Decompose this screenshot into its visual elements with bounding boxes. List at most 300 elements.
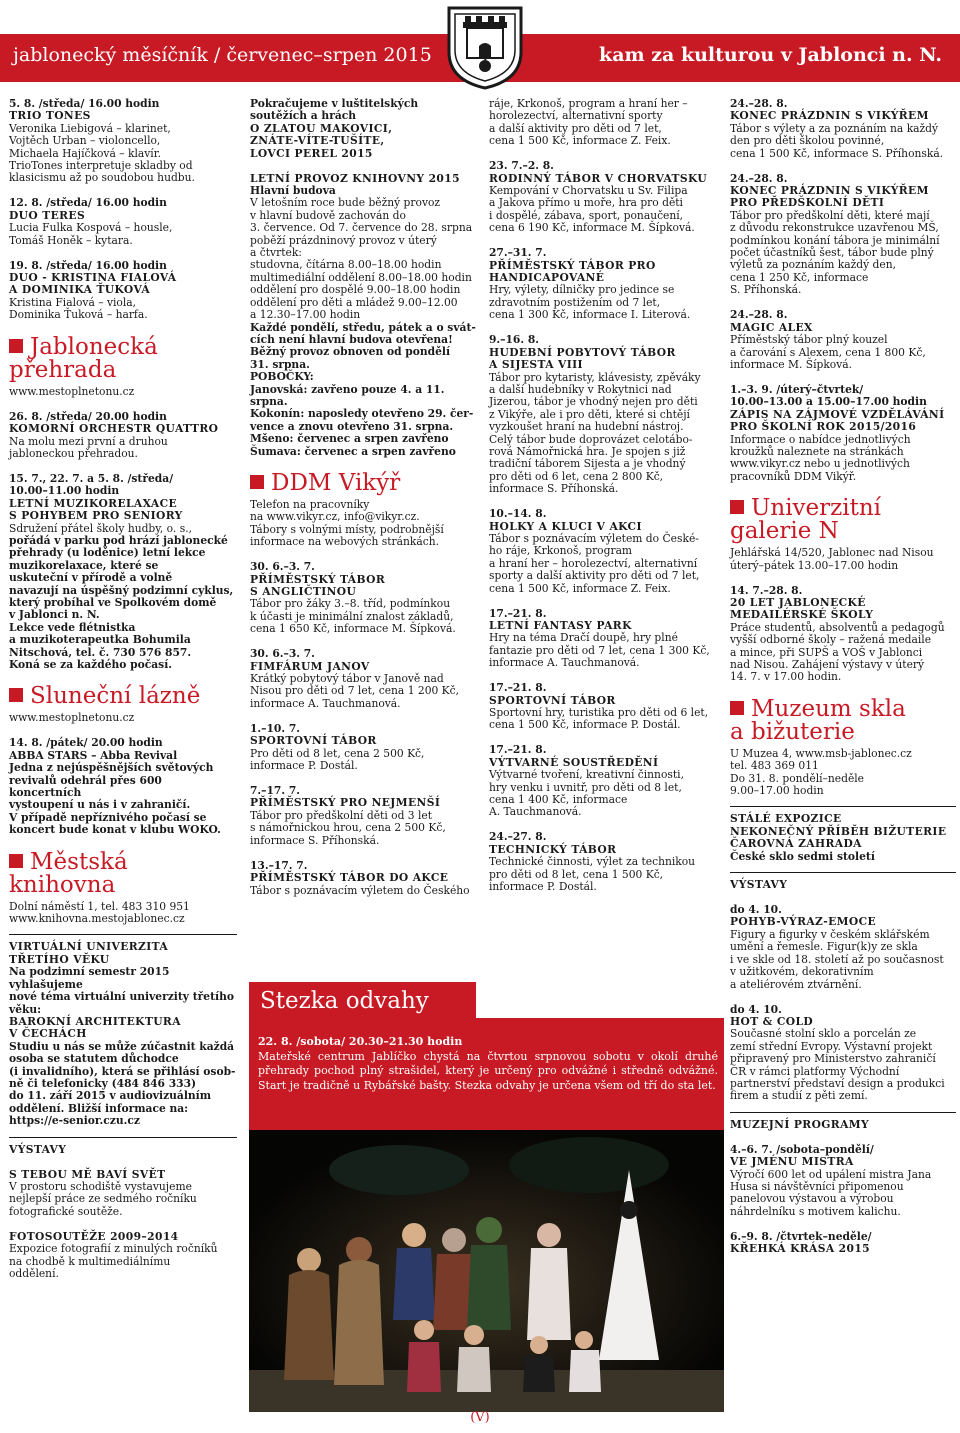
event-time: 10.00–13.00 a 15.00–17.00 hodin: [730, 395, 927, 409]
event-text: informace S. Příhonská.: [250, 833, 380, 847]
event-text: tradiční táborem Sijesta a je vhodný: [489, 457, 686, 471]
event-text: oddělení pro děti a mládež 9.00–12.00: [250, 295, 458, 309]
red-square-icon: [250, 475, 264, 489]
event-text: Nisou pro děti od 7 let, cena 1 200 Kč,: [250, 684, 460, 698]
event-title: PŘÍMĚSTSKÝ TÁBOR DO AKCE: [250, 871, 449, 885]
event-title: ABBA STARS – Abba Revival: [9, 748, 178, 762]
event-text: v hlavní budově zachován do: [250, 208, 406, 222]
event-text: nad Nisou. Zahájení výstavy v úterý: [730, 658, 925, 671]
event-text: Tábor pro kytaristy, klávesisty, zpěváky: [489, 370, 701, 384]
event-hudebni: [489, 334, 717, 495]
event-text: Lekce vede flétnistka: [9, 620, 136, 634]
event-text: Vojtěch Urban – violoncello,: [9, 134, 161, 148]
event-text: přehrady (u loděnice) letní lekce: [9, 546, 206, 560]
event-title: ZÁPIS NA ZÁJMOVÉ VZDĚLÁVÁNÍ: [730, 407, 945, 421]
event-text: S. Příhonská.: [730, 283, 802, 297]
event-title: A DOMINIKA ŤUKOVÁ: [9, 283, 151, 297]
event-text: koncert bude konat v klubu WOKO.: [9, 823, 221, 837]
event-text: Kokonín: naposledy otevřeno 29. čer-: [250, 407, 474, 421]
event-text: cena 1 300 Kč, informace I. Literová.: [489, 308, 691, 322]
event-text: informace A. Tauchmanová.: [489, 656, 640, 670]
event-title: SPORTOVNÍ TÁBOR: [250, 734, 377, 748]
event-title: S POHYBEM PRO SENIORY: [9, 509, 183, 523]
event-do-akce: [250, 860, 480, 897]
event-title: MAGIC ALEX: [730, 320, 813, 334]
subsection-vystavy: VÝSTAVY: [730, 872, 956, 891]
event-text: vystoupení u nás i v zahraničí.: [9, 798, 191, 812]
venue-url: www.mestoplnetonu.cz: [9, 711, 135, 725]
event-text: V případě nepříznivého počasí se: [9, 810, 207, 824]
event-text: soutěžích a hrách: [250, 109, 357, 123]
event-sportovni-2: [489, 682, 717, 732]
event-text: a hraní her – horolezectví, alternativní: [489, 556, 698, 570]
event-text: Dominika Ťuková – harfa.: [9, 308, 148, 322]
event-text: vyšší odborné školy – ražená medaile: [730, 633, 932, 647]
event-text: Každé pondělí, středu, pátek a o svát-: [250, 320, 476, 334]
header-left-title: jablonecký měsíčník / červenec–srpen 2015: [13, 44, 432, 66]
event-text: oddělení. Bližší informace na:: [9, 1101, 189, 1115]
event-title: MEDAILÉRSKÉ ŠKOLY: [730, 608, 874, 622]
event-text: na chodbě k multimediálnímu: [9, 1254, 171, 1268]
event-text: pro děti od 8 let, cena 1 500 Kč,: [489, 867, 664, 881]
event-date: 24.–27. 8.: [489, 830, 547, 844]
event-text: informace S. Příhonská.: [489, 482, 619, 496]
event-medailerske: [730, 585, 956, 684]
red-square-icon: [730, 500, 744, 514]
event-text: sporty a další aktivity pro děti od 7 let,: [489, 569, 700, 583]
event-text: www.vikyr.cz nebo u jednotlivých: [730, 457, 910, 471]
event-text: jabloneckou přehradou.: [9, 446, 138, 460]
section-heading-prehrada: Jablonecká přehrada: [9, 333, 158, 383]
event-title: TRIO TONES: [9, 109, 91, 123]
event-text: 3. července. Od 7. července do 28. srpna: [250, 221, 473, 235]
event-title: TECHNICKÝ TÁBOR: [489, 842, 617, 856]
event-fotosouteze: [9, 1231, 237, 1281]
event-date: 12. 8. /středa/ 16.00 hodin: [9, 196, 167, 210]
event-text: klasicismu až po soudobou hudbu.: [9, 171, 195, 185]
event-duo-teres: [9, 197, 237, 247]
event-title: ČAROVNÁ ZAHRADA: [730, 837, 862, 851]
event-title: LETNÍ MUZIKORELAXACE: [9, 496, 178, 510]
event-s-tebou: [9, 1169, 237, 1219]
event-date: 23. 7.–2. 8.: [489, 159, 554, 173]
event-text: cena 1 500 Kč, informace P. Dostál.: [489, 718, 681, 732]
event-konec-predskolni: [730, 173, 956, 297]
jablonec-crest-icon: [443, 0, 527, 90]
event-title: A SIJESTA VIII: [489, 358, 583, 372]
venue-address: U Muzea 4, www.msb-jablonec.cz: [730, 746, 912, 760]
event-text: výletů za poznáním každý den,: [730, 258, 896, 272]
event-text: Současné stolní sklo a porcelán ze: [730, 1027, 917, 1041]
event-text: do 11. září 2015 v audiovizuálním: [9, 1089, 212, 1103]
event-handicapovane: [489, 247, 717, 321]
event-hot-cold: [730, 1004, 956, 1103]
event-text: Běžný provoz obnoven od pondělí: [250, 345, 451, 359]
event-date: 30. 6.–3. 7.: [250, 647, 315, 661]
event-text: náhrdelníku s motivem kalichu.: [730, 1204, 901, 1218]
event-text: (i invalidního), která se přihlásí osob-: [9, 1064, 236, 1078]
event-title: BAROKNÍ ARCHITEKTURA: [9, 1014, 181, 1028]
event-title: PŘÍMĚSTSKÝ PRO NEJMENŠÍ: [250, 796, 441, 810]
event-title: NEKONEČNÝ PŘÍBĚH BIŽUTERIE: [730, 824, 947, 838]
event-title: TŘETÍHO VĚKU: [9, 952, 110, 966]
header-right-title: kam za kulturou v Jablonci n. N.: [599, 44, 942, 66]
event-ve-jmenu-mistra: [730, 1144, 956, 1218]
event-text: a 12.30–17.00 hodin: [250, 308, 361, 322]
event-date: 1.–3. 9. /úterý–čtvrtek/: [730, 382, 864, 396]
event-text: Na molu mezi první a druhou: [9, 434, 168, 448]
venue-text: Telefon na pracovníky: [250, 497, 370, 511]
event-text: Figury a figurky v českém sklářském: [730, 927, 930, 941]
venue-url: www.mestoplnetonu.cz: [9, 384, 135, 398]
event-title: LOVCI PEREL 2015: [250, 146, 373, 160]
event-text: Husa si návštěvníci připomenou: [730, 1179, 904, 1193]
event-text: revivalů odehrál přes 600 koncertních: [9, 773, 162, 800]
event-text: s námořnickou hrou, cena 2 500 Kč,: [250, 821, 446, 835]
event-title: VIRTUÁLNÍ UNIVERZITA: [9, 940, 169, 954]
event-text: nejlepší práce ze sedmého ročníku: [9, 1192, 197, 1206]
event-title: S TEBOU MĚ BAVÍ SVĚT: [9, 1167, 166, 1181]
event-title: O ZLATOU MAKOVICI,: [250, 121, 393, 135]
event-title: VÝTVARNÉ SOUSTŘEDĚNÍ: [489, 755, 659, 769]
event-text: Tábor pro předškolní děti, které mají: [730, 208, 930, 222]
event-expozice: [730, 806, 956, 863]
event-text: Šumava: červenec a srpen zavřeno: [250, 444, 456, 458]
event-title: KŘEHKÁ KRÁSA 2015: [730, 1242, 871, 1256]
venue-hours: Do 31. 8. pondělí–neděle: [730, 771, 865, 785]
venue-phone: tel. 483 369 011: [730, 759, 819, 773]
event-text: v užitkovém, dekorativním: [730, 965, 874, 979]
event-text: https://e-senior.czu.cz: [9, 1114, 140, 1128]
section-heading-muzeum: Muzeum skla a bižuterie: [730, 695, 906, 745]
event-text: Tábor s výlety a za poznáním na každý: [730, 121, 939, 135]
event-text: Sportovní hry, turistika pro děti od 6 let,: [489, 706, 709, 720]
event-title: HOLKY A KLUCI V AKCI: [489, 519, 642, 533]
event-anglictina: [250, 561, 480, 635]
event-title: PŘÍMĚSTSKÝ TÁBOR: [250, 572, 386, 586]
event-date: 14. 8. /pátek/ 20.00 hodin: [9, 736, 163, 750]
event-text: 31. srpna.: [250, 357, 310, 371]
stezka-photo: [249, 1130, 724, 1412]
event-text: Expozice fotografií z minulých ročníků: [9, 1242, 218, 1256]
event-text: ČR v rámci platformy Východní: [730, 1064, 900, 1078]
event-text: poběží prázdninový provoz v úterý: [250, 233, 437, 247]
event-text: Jizerou, tábor je vhodný nejen pro děti: [489, 395, 698, 409]
event-date: 27.–31. 7.: [489, 246, 547, 260]
event-date: 26. 8. /středa/ 20.00 hodin: [9, 409, 167, 423]
column-1: [9, 98, 237, 1280]
event-text: studovna, čítárna 8.00–18.00 hodin: [250, 258, 442, 272]
event-text: Výtvarné tvoření, kreativní činnosti,: [489, 768, 684, 782]
event-text: vyzkoušet hraní na hudební nástroj.: [489, 420, 684, 434]
section-heading-ddm-vikyr: DDM Vikýř: [250, 472, 480, 495]
venue-text: Tábory s volnými místy, podrobnější: [250, 522, 444, 536]
event-subtitle: POBOČKY:: [250, 370, 314, 384]
event-text: Janovská: zavřeno pouze 4. a 11. srpna.: [250, 382, 445, 408]
venue-text: informace na webových stránkách.: [250, 535, 440, 549]
event-text: umění a řemesle. Figur(k)y ze skla: [730, 940, 918, 954]
event-text: Tábor pro předškolní děti od 3 let: [250, 808, 433, 822]
event-vytvarne: [489, 744, 717, 818]
event-text: horolezectví, alternativní sporty: [489, 109, 663, 123]
event-date: 24.–28. 8.: [730, 171, 788, 185]
event-text: a mince, při SUPŠ a VOŠ v Jablonci: [730, 645, 923, 659]
event-text: Práce studentů, absolventů a pedagogů: [730, 620, 945, 634]
event-text: 14. 7. v 17.00 hodin.: [730, 670, 842, 684]
event-text: cích není hlavní budova otevřena!: [250, 332, 453, 346]
event-text: z důvodu rekonstrukce uzavřenou MŠ,: [730, 221, 939, 235]
event-date: 9.–16. 8.: [489, 333, 539, 347]
event-text: oddělení pro dospělé 9.00–18.00 hodin: [250, 283, 461, 297]
event-text: vence a znovu otevřeno 31. srpna.: [250, 419, 454, 433]
event-text: Hry na téma Dračí doupě, hry plné: [489, 631, 678, 645]
event-date: do 4. 10.: [730, 903, 782, 917]
event-text: počet účastníků šest, tábor bude plný: [730, 246, 934, 260]
event-title: PRO PŘEDŠKOLNÍ DĚTI: [730, 196, 885, 210]
stezka-description: Mateřské centrum Jablíčko chystá na čtvrtou srpnovou sobotu v okolí druhé přehrady pochod plný strašidel, který je určený pro odvážné i středně odvážné. Start je tradičně u Rybářské bašty. Stezka odvahy je určena všem od tří do sta let.: [258, 1049, 718, 1092]
event-title: HOT & COLD: [730, 1014, 814, 1028]
event-text: Tábor pro žáky 3.–8. tříd, podmínkou: [250, 597, 451, 611]
event-zapis: [730, 384, 956, 483]
event-text: ráje, Krkonoš, program a hraní her –: [489, 97, 688, 110]
event-text: a čarování s Alexem, cena 1 800 Kč,: [730, 345, 926, 359]
event-text: Na podzimní semestr 2015 vyhlašujeme: [9, 965, 170, 991]
event-univerzita: [9, 934, 237, 1127]
event-text: informace M. Šípková.: [730, 357, 853, 371]
event-text: uskuteční v přírodě a volně: [9, 571, 173, 585]
event-muzikorelaxace: [9, 473, 237, 672]
event-text: pro děti od 6 let, cena 2 800 Kč,: [489, 469, 664, 483]
event-date: do 4. 10.: [730, 1002, 782, 1016]
venue-hours: 9.00–17.00 hodin: [730, 784, 824, 798]
event-text: osoba se statutem důchodce: [9, 1052, 179, 1066]
red-square-icon: [9, 688, 23, 702]
event-text: a další aktivity pro děti od 7 let,: [489, 121, 662, 135]
event-text: věku:: [9, 1002, 42, 1016]
event-krehka-krasa: [730, 1231, 956, 1256]
event-text: České sklo sedmi století: [730, 849, 875, 863]
event-text: TrioTones interpretuje skladby od: [9, 159, 193, 173]
event-title: V ČECHÁCH: [9, 1027, 87, 1041]
venue-info: [730, 748, 956, 798]
event-title: FIMFÁRUM JANOV: [250, 659, 370, 673]
stezka-title: Stezka odvahy: [260, 988, 429, 1014]
venue-hours: úterý–pátek 13.00–17.00 hodin: [730, 558, 899, 572]
event-text: k účasti je minimální znalost základů,: [250, 609, 454, 623]
event-text: informace P. Dostál.: [250, 759, 358, 773]
event-text: Celý tábor bude doprovázet celotábo-: [489, 432, 693, 446]
event-text: cena 1 500 Kč, informace S. Příhonská.: [730, 146, 944, 160]
event-text: Tábor s poznávacím výletem do Českého: [250, 883, 470, 897]
event-abba: [9, 737, 237, 836]
event-technicky: [489, 831, 717, 893]
subsection-vystavy: VÝSTAVY: [9, 1137, 237, 1156]
event-date: 14. 7.–28. 8.: [730, 583, 803, 597]
event-title: DUO - KRISTINA FIALOVÁ: [9, 271, 177, 285]
red-square-icon: [9, 339, 23, 353]
event-text: Jedna z nejúspěšnějších světových: [9, 761, 214, 775]
event-duo-fialova: [9, 260, 237, 322]
event-text: který probíhal ve Spolkovém domě: [9, 595, 217, 609]
page-number: (V): [470, 1410, 490, 1425]
event-text: Lucia Fulka Kospová – housle,: [9, 221, 173, 235]
event-title: FOTOSOUTĚŽE 2009–2014: [9, 1229, 179, 1243]
event-holky-kluci: [489, 508, 717, 595]
event-text: Mšeno: červenec a srpen zavřeno: [250, 432, 449, 446]
event-date: 7.–17. 7.: [250, 784, 300, 798]
event-text: informace A. Tauchmanová.: [250, 696, 401, 710]
event-date: 13.–17. 7.: [250, 858, 308, 872]
event-text: A. Tauchmanová.: [489, 805, 582, 819]
red-square-icon: [9, 854, 23, 868]
event-title: LETNÍ PROVOZ KNIHOVNY 2015: [250, 171, 460, 185]
event-text: Technické činnosti, výlet za technikou: [489, 855, 696, 869]
event-text: navazují na úspěšný podzimní cyklus,: [9, 583, 234, 597]
event-text: i dospělé, zábava, sport, ponaučení,: [489, 208, 684, 222]
event-date: 17.–21. 8.: [489, 606, 547, 620]
event-text: den pro děti školou povinné,: [730, 134, 885, 148]
event-text: Koná se za každého počasí.: [9, 658, 172, 671]
event-text: fantazie pro děti od 7 let, cena 1 300 Kč,: [489, 643, 710, 657]
stezka-date: 22. 8. /sobota/ 20.30–21.30 hodin: [258, 1035, 463, 1048]
event-magic-alex: [730, 309, 956, 371]
event-text: muzikorelaxace, které se: [9, 558, 159, 572]
event-trio-tones: [9, 98, 237, 185]
event-date: 10.–14. 8.: [489, 507, 547, 521]
event-text: cena 6 190 Kč, informace M. Šípková.: [489, 221, 695, 235]
event-text: Kempování v Chorvatsku u Sv. Filipa: [489, 184, 688, 198]
event-text: Příměstský tábor plný kouzel: [730, 333, 888, 347]
event-text: Tomáš Honěk – kytara.: [9, 233, 133, 247]
event-title: KONEC PRÁZDNIN S VIKÝŘEM: [730, 184, 929, 198]
event-text: i ve skle od 18. století až po současnost: [730, 952, 944, 966]
event-text: Hry, výlety, dílničky pro jedince se: [489, 283, 675, 297]
event-title: DUO TERES: [9, 208, 86, 222]
event-text: a ateliérovém ztvárnění.: [730, 977, 862, 991]
event-continued: [489, 98, 717, 148]
event-text: kroužků naleznete na stránkách: [730, 444, 904, 458]
event-text: a další hudebníky v Rokytnici nad: [489, 382, 672, 396]
section-heading-galerie: Univerzitní galerie N: [730, 495, 882, 545]
section-heading-lazne: Sluneční lázně: [9, 685, 237, 708]
event-sportovni: [250, 723, 480, 773]
column-2: [250, 98, 480, 897]
event-letni-provoz: [250, 173, 480, 458]
event-quattro: [9, 411, 237, 461]
event-title: S ANGLIČTINOU: [250, 585, 357, 598]
venue-address: Dolní náměstí 1, tel. 483 310 951: [9, 899, 190, 913]
event-text: rová Námořnická hra. Je spojen s již: [489, 444, 686, 458]
event-date: 4.–6. 7. /sobota–pondělí/: [730, 1142, 874, 1156]
column-3: [489, 98, 717, 894]
venue-url: na www.vikyr.cz, info@vikyr.cz.: [250, 510, 420, 524]
event-text: nové téma virtuální univerzity třetího: [9, 990, 234, 1004]
event-text: multimediální oddělení 8.00–18.00 hodin: [250, 270, 472, 284]
event-date: 1.–10. 7.: [250, 721, 300, 735]
event-text: připravený pro Ministerstvo zahraničí: [730, 1052, 936, 1066]
event-text: zemí střední Evropy. Výstavní projekt: [730, 1039, 933, 1053]
event-date: 17.–21. 8.: [489, 743, 547, 757]
event-text: a Jakova přímo u moře, hra pro děti: [489, 196, 683, 210]
event-text: partnerství představí design a produkci: [730, 1076, 945, 1090]
event-text: ho ráje, Krkonoš, program: [489, 544, 633, 558]
event-text: cena 1 500 Kč, informace Z. Feix.: [489, 581, 671, 595]
event-text: Nitschová, tel. č. 730 576 857.: [9, 645, 192, 659]
event-title: SPORTOVNÍ TÁBOR: [489, 693, 616, 707]
event-text: cena 1 650 Kč, informace M. Šípková.: [250, 622, 456, 636]
event-text: V letošním roce bude běžný provoz: [250, 196, 441, 210]
event-text: Kristina Fialová – viola,: [9, 295, 137, 309]
venue-info: [730, 547, 956, 572]
event-time: 10.00–11.00 hodin: [9, 484, 120, 498]
event-text: Pro děti od 8 let, cena 2 500 Kč,: [250, 746, 425, 760]
event-souteze: [250, 98, 480, 160]
event-title: STÁLÉ EXPOZICE: [730, 812, 842, 826]
event-text: podmínkou konání tábora je minimální: [730, 233, 940, 247]
event-text: ně či telefonicky (484 846 333): [9, 1076, 197, 1090]
stezka-content: [258, 1035, 718, 1093]
subsection-muzejni-programy: MUZEJNÍ PROGRAMY: [730, 1112, 956, 1131]
event-text: Krátký pobytový tábor v Janově nad: [250, 672, 444, 686]
event-text: cena 1 500 Kč, informace Z. Feix.: [489, 134, 671, 148]
event-text: firem a studií z pěti zemí.: [730, 1089, 868, 1103]
event-date: 30. 6.–3. 7.: [250, 560, 315, 574]
event-title: LETNÍ FANTASY PARK: [489, 619, 632, 632]
event-text: pracovníků DDM Vikýř.: [730, 469, 857, 483]
event-date: 6.–9. 8. /čtvrtek–neděle/: [730, 1229, 872, 1243]
column-4: [730, 98, 956, 1256]
event-text: Michaela Hajíčková – klavír.: [9, 146, 162, 160]
event-text: Studiu u nás se může zúčastnit každá: [9, 1039, 235, 1053]
event-text: v Jablonci n. N.: [9, 608, 100, 622]
event-text: fotografické soutěže.: [9, 1204, 123, 1218]
event-date: 24.–28. 8.: [730, 97, 788, 110]
event-text: Informace o nabídce jednotlivých: [730, 432, 911, 446]
event-konec-prazdnin: [730, 98, 956, 160]
venue-info: [9, 901, 237, 926]
event-title: ZNÁTE-VÍTE-TUŠÍTE,: [250, 134, 385, 148]
section-heading-knihovna: Městská knihovna: [9, 848, 128, 898]
event-text: a muzikoterapeutka Bohumila: [9, 633, 191, 647]
event-text: panelovou výstavou a výrobou: [730, 1192, 894, 1206]
event-text: cena 1 400 Kč, informace: [489, 793, 628, 807]
event-text: oddělení.: [9, 1267, 59, 1280]
event-fantasy-park: [489, 608, 717, 670]
event-title: PRO ŠKOLNÍ ROK 2015/2016: [730, 420, 917, 434]
event-title: KONEC PRÁZDNIN S VIKÝŘEM: [730, 109, 929, 123]
event-pohyb: [730, 904, 956, 991]
event-title: HANDICAPOVANÉ: [489, 271, 605, 285]
event-text: Výročí 600 let od upálení mistra Jana: [730, 1167, 932, 1181]
event-date: 5. 8. /středa/ 16.00 hodin: [9, 97, 160, 110]
event-text: informace P. Dostál.: [489, 880, 597, 894]
event-text: cena 1 250 Kč, informace: [730, 270, 869, 284]
event-title: HUDEBNÍ POBYTOVÝ TÁBOR: [489, 345, 676, 359]
event-date: 15. 7., 22. 7. a 5. 8. /středa/: [9, 471, 174, 485]
event-text: hry venku i uvnitř, pro děti od 8 let,: [489, 780, 682, 794]
venue-url: www.knihovna.mestojablonec.cz: [9, 912, 185, 926]
event-text: pořádá v parku pod hrází jablonecké: [9, 533, 228, 547]
event-text: Sdružení přátel školy hudby, o. s.,: [9, 521, 192, 535]
event-subtitle: Hlavní budova: [250, 184, 336, 198]
event-date: 17.–21. 8.: [489, 681, 547, 695]
event-title: 20 LET JABLONECKÉ: [730, 595, 866, 609]
red-square-icon: [730, 701, 744, 715]
event-title: RODINNÝ TÁBOR V CHORVATSKU: [489, 171, 708, 185]
event-text: Tábor s poznávacím výletem do České-: [489, 531, 699, 545]
event-date: 24.–28. 8.: [730, 308, 788, 322]
event-title: PŘÍMĚSTSKÝ TÁBOR PRO: [489, 258, 656, 272]
